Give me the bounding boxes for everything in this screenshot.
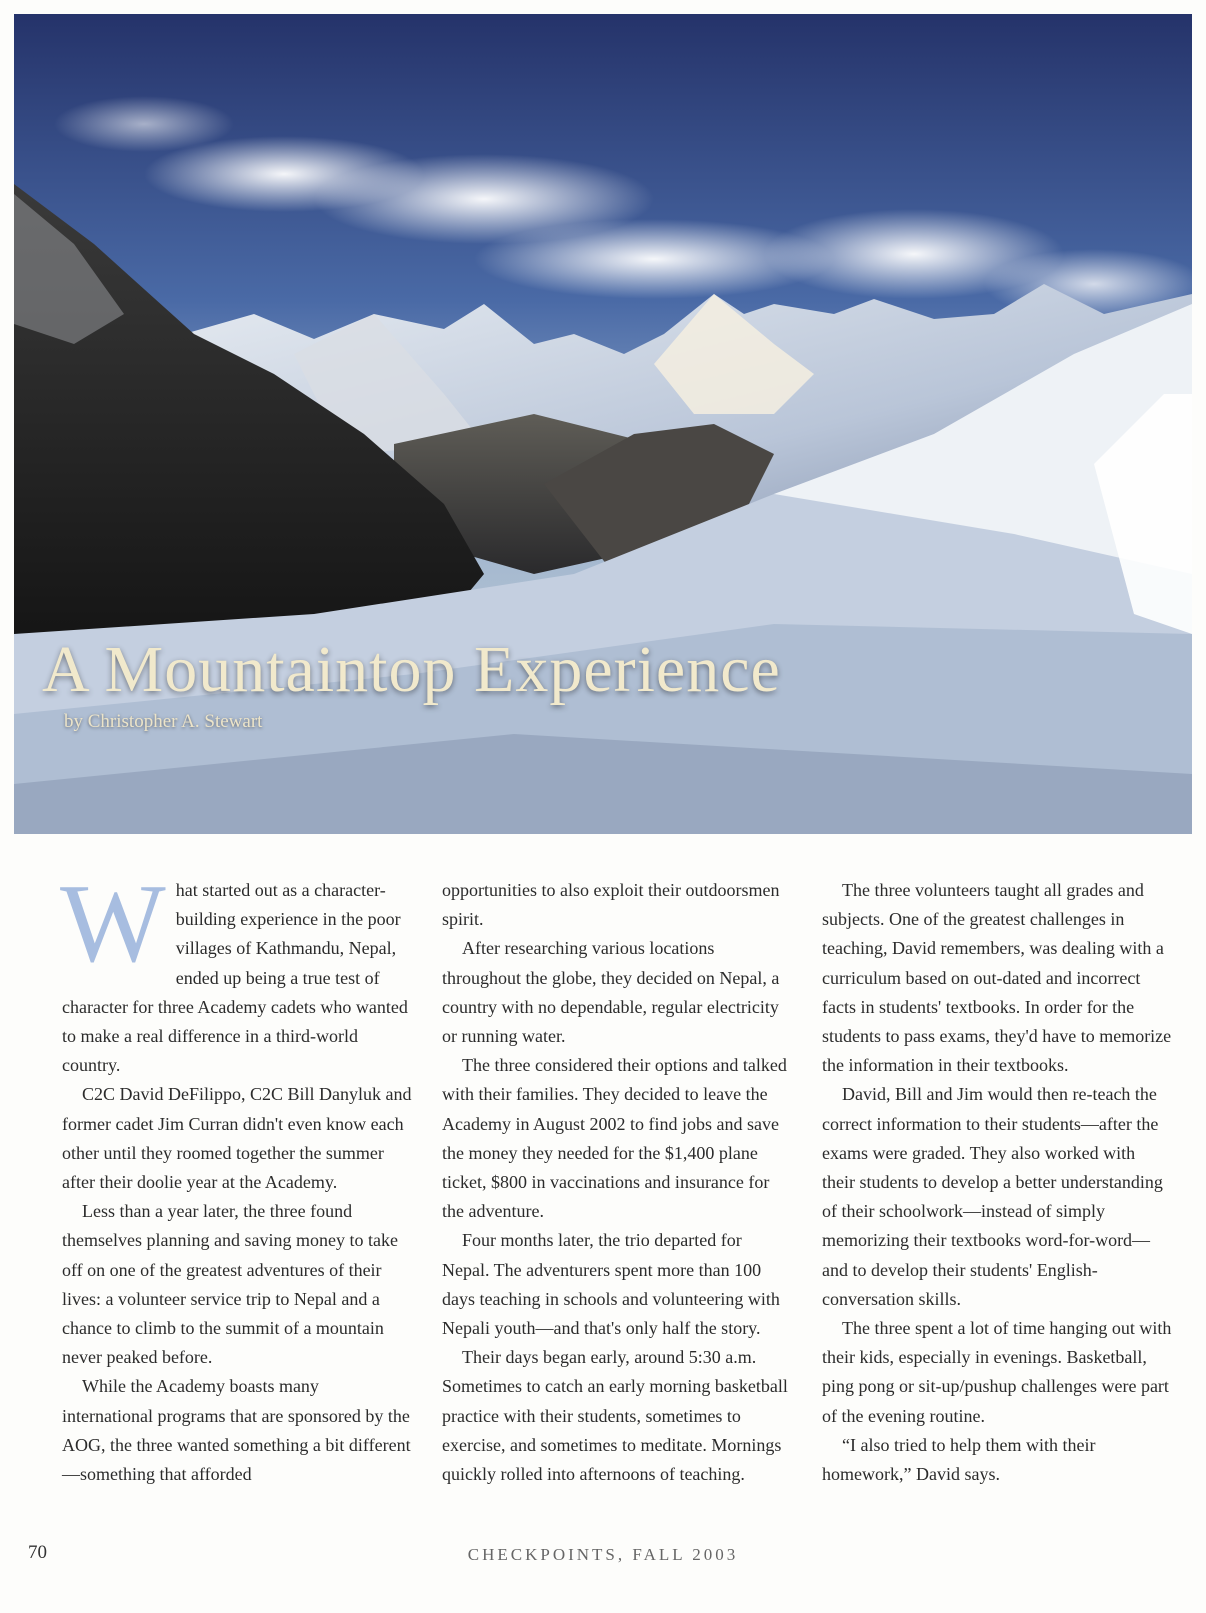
article-paragraph: Less than a year later, the three found themselves planning and saving money to take off on one of the greatest adventures of their lives: a volunteer service trip to Nepal and a chance to climb to the summit of a mountain never peaked before. [62,1201,398,1368]
page-number: 70 [28,1542,47,1563]
article-paragraph: The three considered their options and talked with their families. They decided to leave the Academy in August 2002 to find jobs and save the money they needed for the $1,400 plane ticket, $800 in vaccinations and insurance for the adventure. [442,1055,787,1222]
article-paragraph: While the Academy boasts many international programs that are sponsored by the AOG, the three wanted something a bit different—something that afforded [62,1376,411,1485]
hero-photo [14,14,1192,834]
publication-footer: CHECKPOINTS, FALL 2003 [467,1545,739,1564]
drop-cap: W [60,862,166,986]
article-column-2 [442,876,792,1489]
article-paragraph: After researching various locations throughout the globe, they decided on Nepal, a country with no dependable, regular electricity or running water. [442,938,780,1047]
article-title: A Mountaintop Experience [42,633,781,706]
article-paragraph: Their days began early, around 5:30 a.m. Sometimes to catch an early morning basketball practice with their students, sometimes to exercise, and sometimes to meditate. Mornings quickly rolled into afternoons of teaching. [442,1347,788,1485]
article-paragraph: The three spent a lot of time hanging out with their kids, especially in evenings. Basketball, ping pong or sit-up/pushup challenges were part of the evening routine. [822,1318,1172,1426]
paragraph-text: hat started out as a character-building experience in the poor villages of Kathmandu, Nepal, ended up being a true test of character for three Academy cadets who wanted to make a real difference in a third-world country. [62,880,408,1076]
article-paragraph: The three volunteers taught all grades and subjects. One of the greatest challenges in teaching, David remembers, was dealing with a curriculum based on out-dated and incorrect facts in students' textbooks. In order for the students to pass exams, they'd have to memorize the information in their textbooks. [822,880,1172,1076]
article-paragraph: C2C David DeFilippo, C2C Bill Danyluk and former cadet Jim Curran didn't even know each other until they roomed together the summer after their doolie year at the Academy. [62,1084,412,1193]
article-paragraph: opportunities to also exploit their outdoorsmen spirit. [442,880,780,930]
article-column-3 [822,876,1172,1489]
article-column-1 [60,862,412,1489]
article-paragraph: “I also tried to help them with their homework,” David says. [822,1434,1096,1485]
article-byline: by Christopher A. Stewart [64,711,263,732]
article-paragraph: David, Bill and Jim would then re-teach the correct information to their students—after the exams were graded. They also worked with their students to develop a better understanding of their schoolwork—instead of simply memorizing their textbooks word-for-word—and to develop their students' English-conversation skills. [822,1084,1163,1309]
article-paragraph: Four months later, the trio departed for Nepal. The adventurers spent more than 100 days teaching in schools and volunteering with Nepali youth—and that's only half the story. [442,1230,780,1339]
article-paragraph [60,862,412,1080]
